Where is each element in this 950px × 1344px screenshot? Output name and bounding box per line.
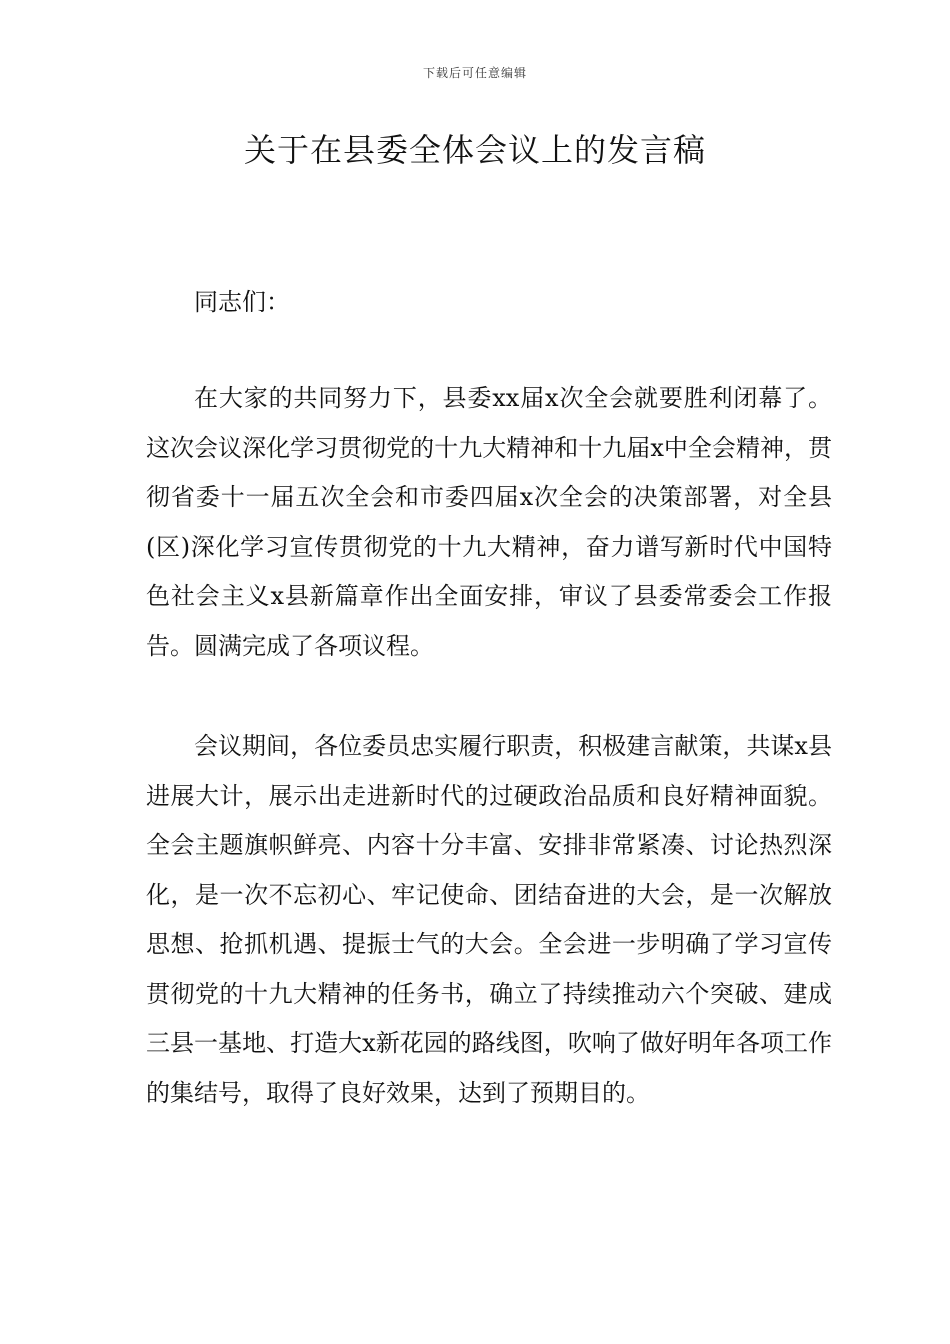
salutation: 同志们： — [194, 288, 290, 316]
body-paragraph-2 — [146, 722, 832, 1118]
header-note: 下载后可任意编辑 — [422, 66, 527, 80]
body-paragraph-1 — [146, 374, 832, 671]
paragraph-text: 在大家的共同努力下，县委xx届x次全会就要胜利闭幕了。这次会议深化学习贯彻党的十九大精神和十九届x中全会精神，贯彻省委十一届五次全会和市委四届x次全会的决策部署，对全县(区)深化学习宣传贯彻党的十九大精神，奋力谱写新时代中国特色社会主义x县新篇章作出全面安排，审议了县委常委会工作报告。圆满完成了各项议程。 — [146, 384, 832, 660]
document-title: 关于在县委全体会议上的发言稿 — [243, 131, 706, 169]
paragraph-text: 会议期间，各位委员忠实履行职责，积极建言献策，共谋x县进展大计，展示出走进新时代的过硬政治品质和良好精神面貌。全会主题旗帜鲜亮、内容十分丰富、安排非常紧凑、讨论热烈深化，是一次不忘初心、牢记使命、团结奋进的大会，是一次解放思想、抢抓机遇、提振士气的大会。全会进一步明确了学习宣传贯彻党的十九大精神的任务书，确立了持续推动六个突破、建成三县一基地、打造大x新花园的路线图，吹响了做好明年各项工作的集结号，取得了良好效果，达到了预期目的。 — [146, 732, 832, 1107]
